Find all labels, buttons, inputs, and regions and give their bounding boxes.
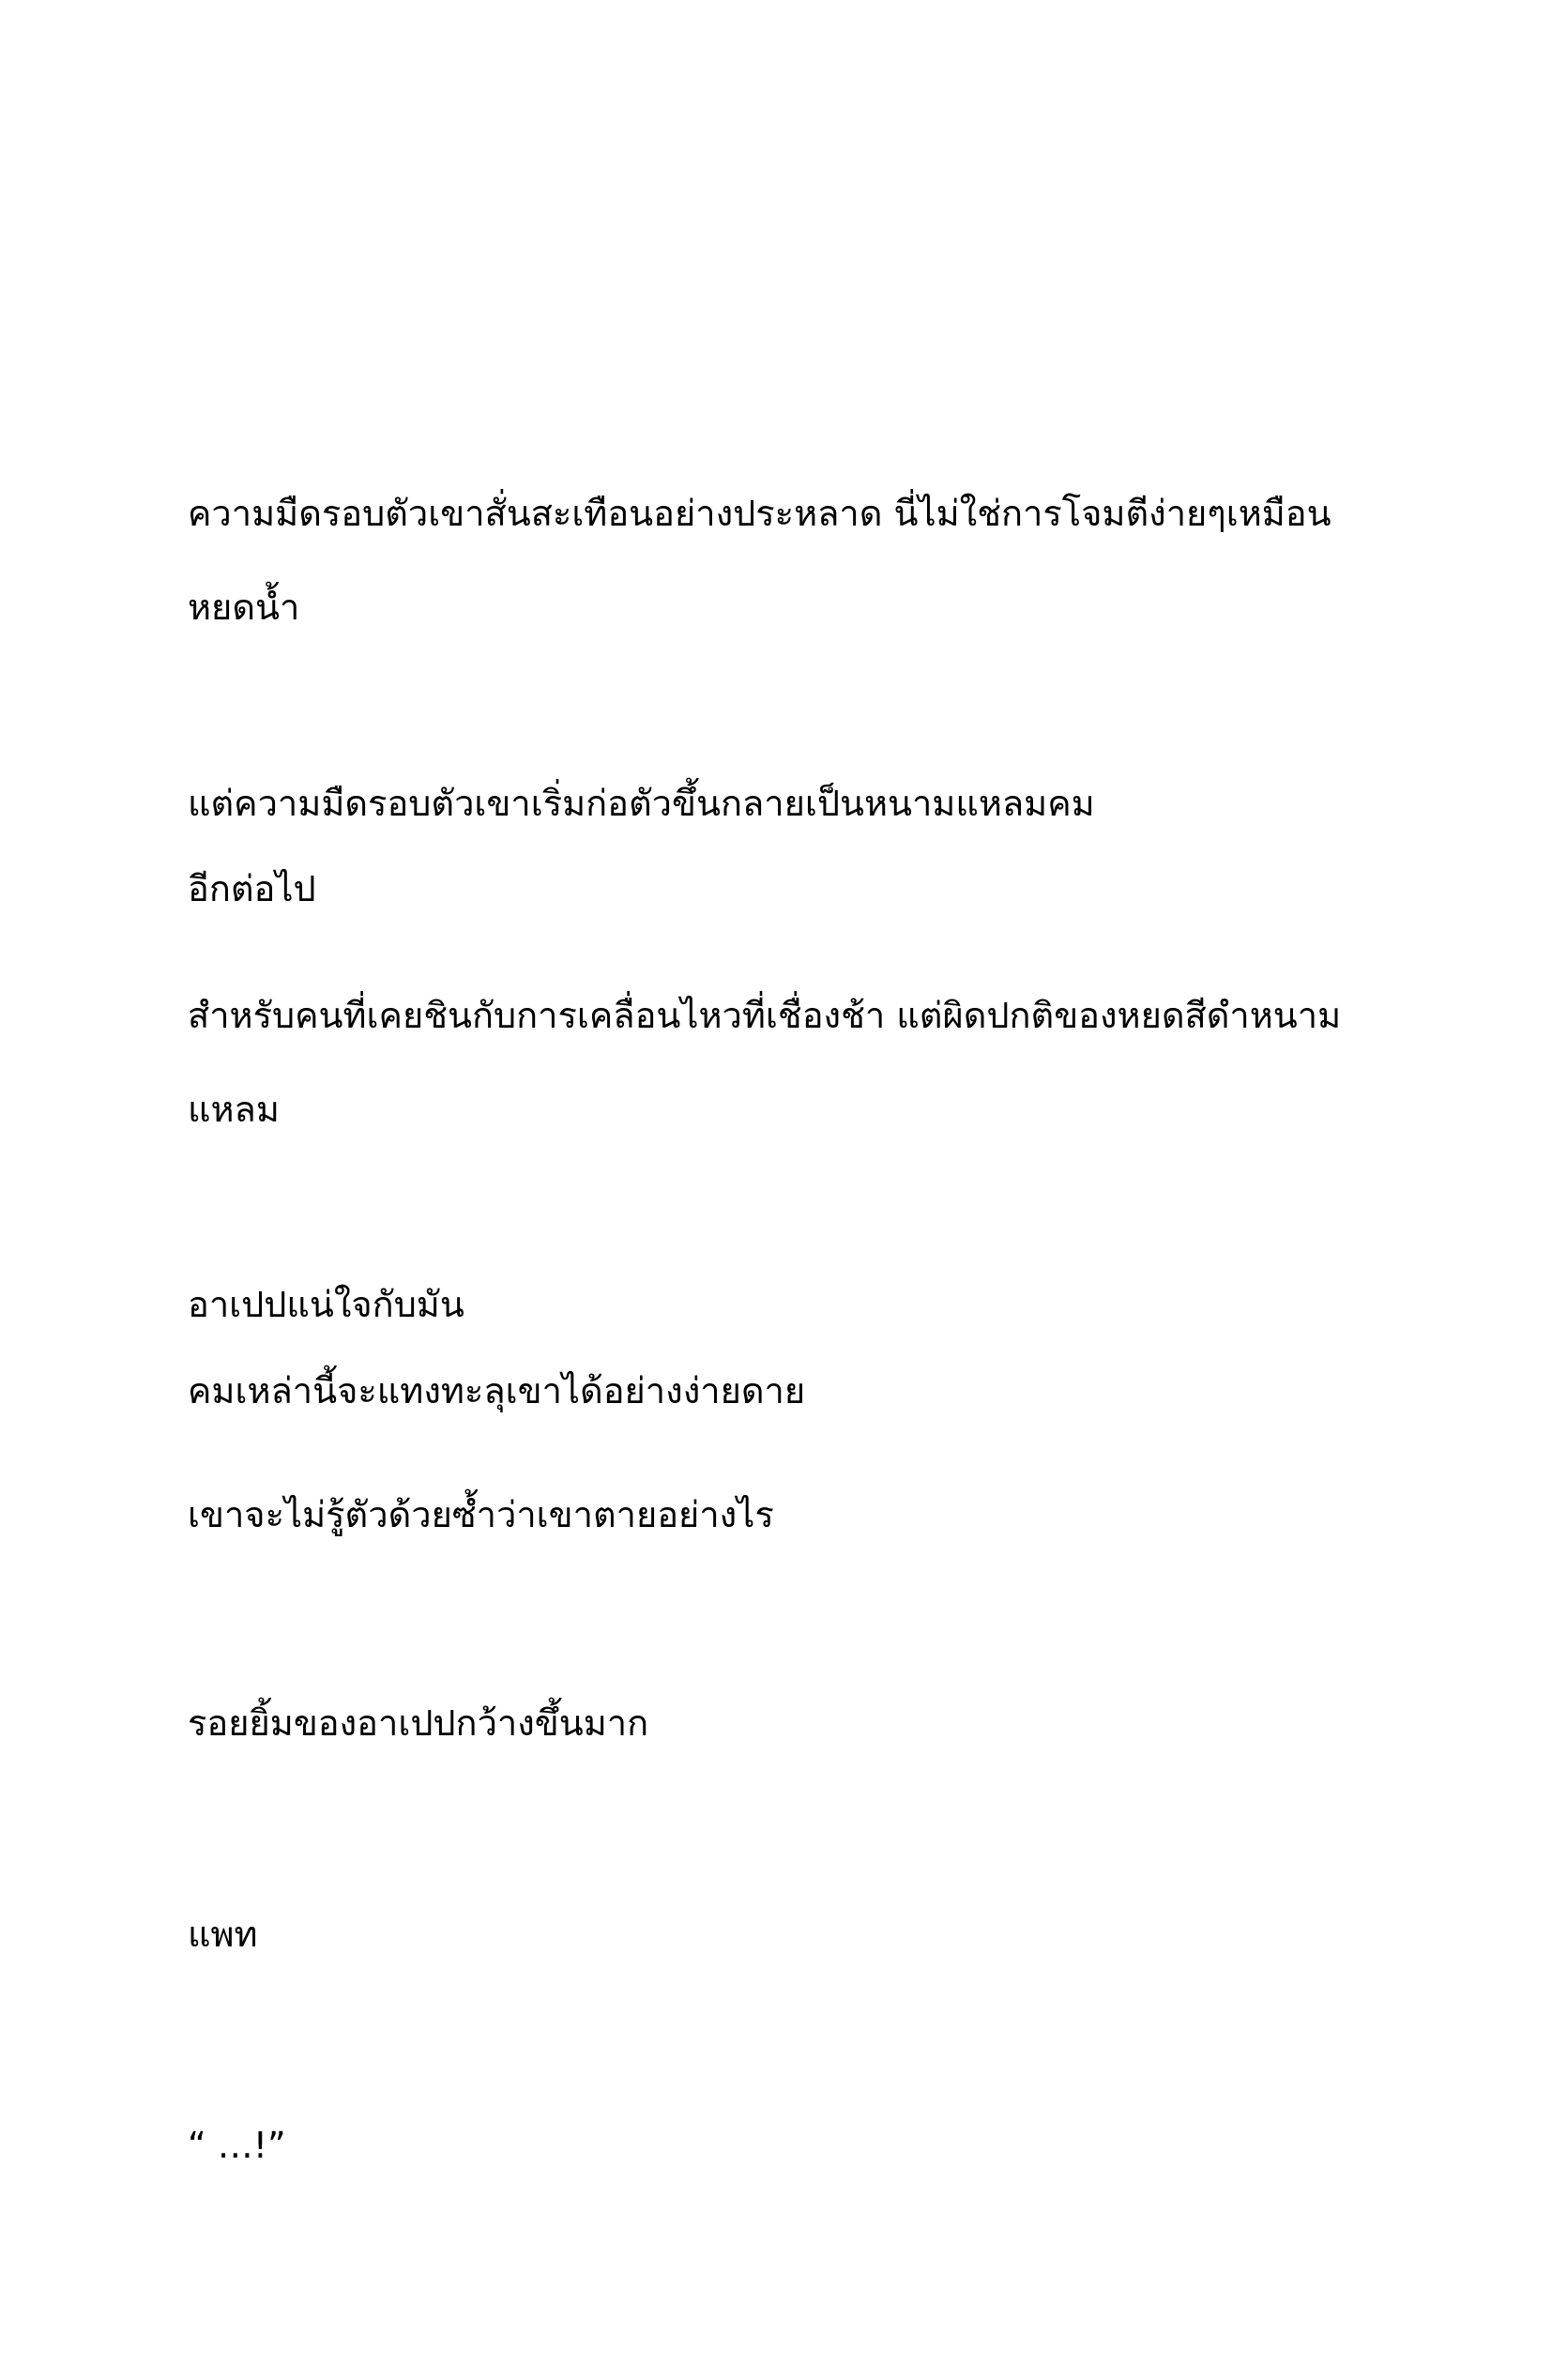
- paragraph-line: ความมืดรอบตัวเขาสั่นสะเทือนอย่างประหลาด นี่ไม่ใช่การโจมตีง่ายๆเหมือนหยดน้ำ: [188, 493, 1331, 628]
- paragraph-line: เขาจะไม่รู้ตัวด้วยซ้ำว่าเขาตายอย่างไร: [188, 1494, 774, 1535]
- paragraph-line: อาเปปแน่ใจกับมัน: [188, 1284, 464, 1325]
- paragraph-line: แต่ความมืดรอบตัวเขาเริ่มก่อตัวขึ้นกลายเป็นหนามแหลมคม: [188, 783, 1095, 824]
- paragraph-8: [188, 1911, 1370, 2380]
- paragraph-line: แพท: [188, 1914, 258, 1955]
- paragraph-line: รอยยิ้มของอาเปปกว้างขึ้นมาก: [188, 1702, 649, 1744]
- paragraph-line: สำหรับคนที่เคยชินกับการเคลื่อนไหวที่เชื่องช้า แต่ผิดปกติของหยดสีดำหนามแหลม: [188, 995, 1342, 1130]
- paragraph-line: “ …!”: [188, 2125, 286, 2166]
- paragraph-line: อีกต่อไป: [188, 868, 316, 909]
- paragraph-line: คมเหล่านี้จะแทงทะลุเขาได้อย่างง่ายดาย: [188, 1370, 806, 1411]
